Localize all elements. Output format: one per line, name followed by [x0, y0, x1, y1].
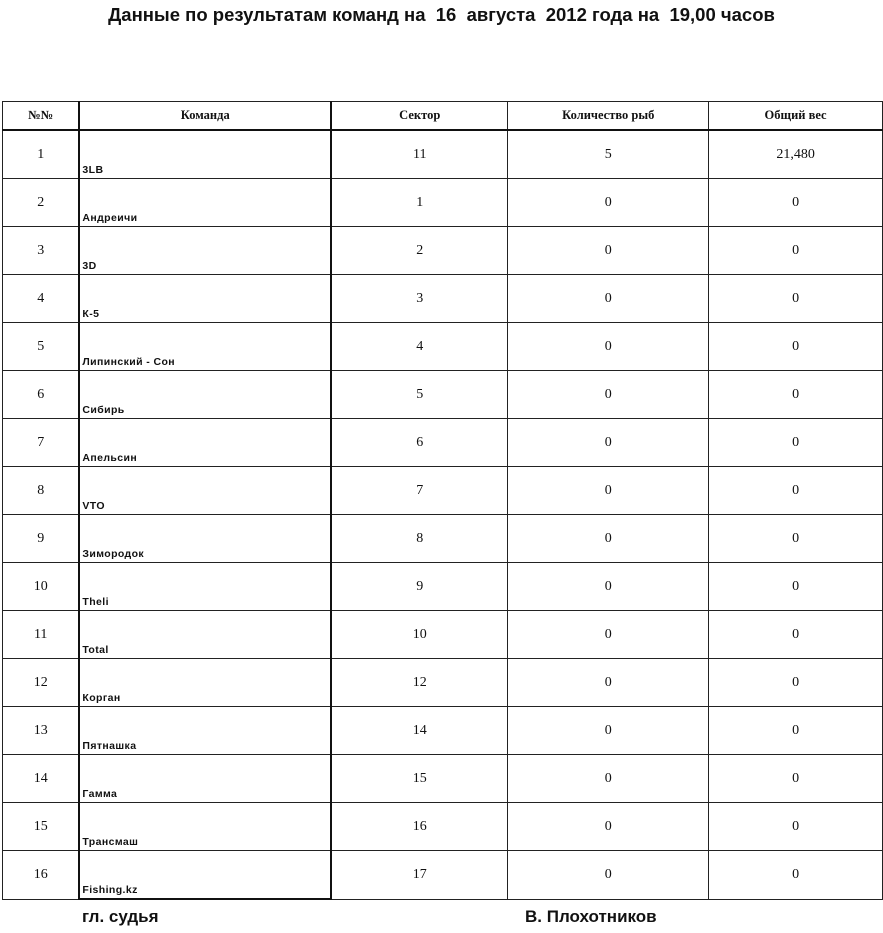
- table-row: [3, 130, 883, 179]
- cell-number: 4: [3, 275, 80, 323]
- cell-number: 9: [3, 515, 80, 563]
- table-row: [3, 371, 883, 419]
- table-row: [3, 659, 883, 707]
- cell-team: Theli: [79, 563, 331, 611]
- table-row: [3, 275, 883, 323]
- table-row: [3, 611, 883, 659]
- cell-total-weight: 0: [709, 659, 883, 707]
- column-header-number: №№: [3, 102, 80, 131]
- cell-sector: 12: [331, 659, 508, 707]
- table-row: [3, 323, 883, 371]
- cell-sector: 10: [331, 611, 508, 659]
- column-header-fish-count: Количество рыб: [508, 102, 709, 131]
- column-header-team: Команда: [79, 102, 331, 131]
- table-row: [3, 707, 883, 755]
- cell-team: Пятнашка: [79, 707, 331, 755]
- cell-number: 7: [3, 419, 80, 467]
- cell-number: 16: [3, 851, 80, 900]
- cell-sector: 3: [331, 275, 508, 323]
- cell-number: 5: [3, 323, 80, 371]
- column-header-total-weight: Общий вес: [709, 102, 883, 131]
- chief-judge-name: В. Плохотников: [525, 907, 657, 926]
- table-row: [3, 179, 883, 227]
- cell-sector: 17: [331, 851, 508, 900]
- cell-sector: 5: [331, 371, 508, 419]
- table-header-row: [3, 102, 883, 131]
- cell-sector: 4: [331, 323, 508, 371]
- cell-team: 3LB: [79, 130, 331, 179]
- cell-total-weight: 0: [709, 851, 883, 900]
- cell-sector: 7: [331, 467, 508, 515]
- cell-sector: 8: [331, 515, 508, 563]
- cell-number: 2: [3, 179, 80, 227]
- cell-fish-count: 0: [508, 563, 709, 611]
- cell-fish-count: 0: [508, 803, 709, 851]
- cell-total-weight: 0: [709, 515, 883, 563]
- cell-fish-count: 0: [508, 371, 709, 419]
- cell-sector: 16: [331, 803, 508, 851]
- cell-total-weight: 0: [709, 563, 883, 611]
- table-row: [3, 563, 883, 611]
- cell-team: Андреичи: [79, 179, 331, 227]
- cell-number: 14: [3, 755, 80, 803]
- cell-sector: 1: [331, 179, 508, 227]
- cell-team: Корган: [79, 659, 331, 707]
- cell-fish-count: 0: [508, 611, 709, 659]
- table-row: [3, 851, 883, 900]
- page-title: Данные по результатам команд на 16 августа 2012 года на 19,00 часов: [108, 4, 775, 25]
- cell-team: Апельсин: [79, 419, 331, 467]
- cell-sector: 2: [331, 227, 508, 275]
- cell-number: 1: [3, 130, 80, 179]
- cell-total-weight: 0: [709, 419, 883, 467]
- cell-fish-count: 5: [508, 130, 709, 179]
- cell-number: 6: [3, 371, 80, 419]
- cell-total-weight: 0: [709, 179, 883, 227]
- cell-team: Трансмаш: [79, 803, 331, 851]
- cell-total-weight: 0: [709, 467, 883, 515]
- cell-sector: 11: [331, 130, 508, 179]
- cell-number: 3: [3, 227, 80, 275]
- cell-fish-count: 0: [508, 755, 709, 803]
- table-row: [3, 419, 883, 467]
- cell-fish-count: 0: [508, 707, 709, 755]
- cell-sector: 14: [331, 707, 508, 755]
- cell-fish-count: 0: [508, 227, 709, 275]
- cell-total-weight: 0: [709, 755, 883, 803]
- cell-team: Fishing.kz: [79, 851, 331, 900]
- cell-team: VTO: [79, 467, 331, 515]
- cell-team: Сибирь: [79, 371, 331, 419]
- table-row: [3, 515, 883, 563]
- column-header-sector: Сектор: [331, 102, 508, 131]
- cell-team: Зимородок: [79, 515, 331, 563]
- cell-fish-count: 0: [508, 659, 709, 707]
- cell-total-weight: 0: [709, 707, 883, 755]
- cell-fish-count: 0: [508, 323, 709, 371]
- cell-team: К-5: [79, 275, 331, 323]
- cell-total-weight: 21,480: [709, 130, 883, 179]
- cell-number: 12: [3, 659, 80, 707]
- cell-team: Total: [79, 611, 331, 659]
- cell-number: 8: [3, 467, 80, 515]
- cell-number: 15: [3, 803, 80, 851]
- table-row: [3, 803, 883, 851]
- cell-total-weight: 0: [709, 227, 883, 275]
- table-row: [3, 755, 883, 803]
- cell-fish-count: 0: [508, 851, 709, 900]
- cell-total-weight: 0: [709, 611, 883, 659]
- cell-total-weight: 0: [709, 371, 883, 419]
- cell-number: 13: [3, 707, 80, 755]
- cell-total-weight: 0: [709, 323, 883, 371]
- cell-sector: 6: [331, 419, 508, 467]
- cell-team: 3D: [79, 227, 331, 275]
- cell-team: Гамма: [79, 755, 331, 803]
- cell-fish-count: 0: [508, 467, 709, 515]
- table-row: [3, 227, 883, 275]
- cell-team: Липинский - Сон: [79, 323, 331, 371]
- cell-fish-count: 0: [508, 419, 709, 467]
- cell-number: 11: [3, 611, 80, 659]
- cell-total-weight: 0: [709, 803, 883, 851]
- cell-sector: 15: [331, 755, 508, 803]
- results-table: [2, 101, 883, 900]
- cell-fish-count: 0: [508, 179, 709, 227]
- table-row: [3, 467, 883, 515]
- cell-number: 10: [3, 563, 80, 611]
- cell-sector: 9: [331, 563, 508, 611]
- cell-fish-count: 0: [508, 515, 709, 563]
- chief-judge-label: гл. судья: [82, 907, 159, 926]
- cell-fish-count: 0: [508, 275, 709, 323]
- cell-total-weight: 0: [709, 275, 883, 323]
